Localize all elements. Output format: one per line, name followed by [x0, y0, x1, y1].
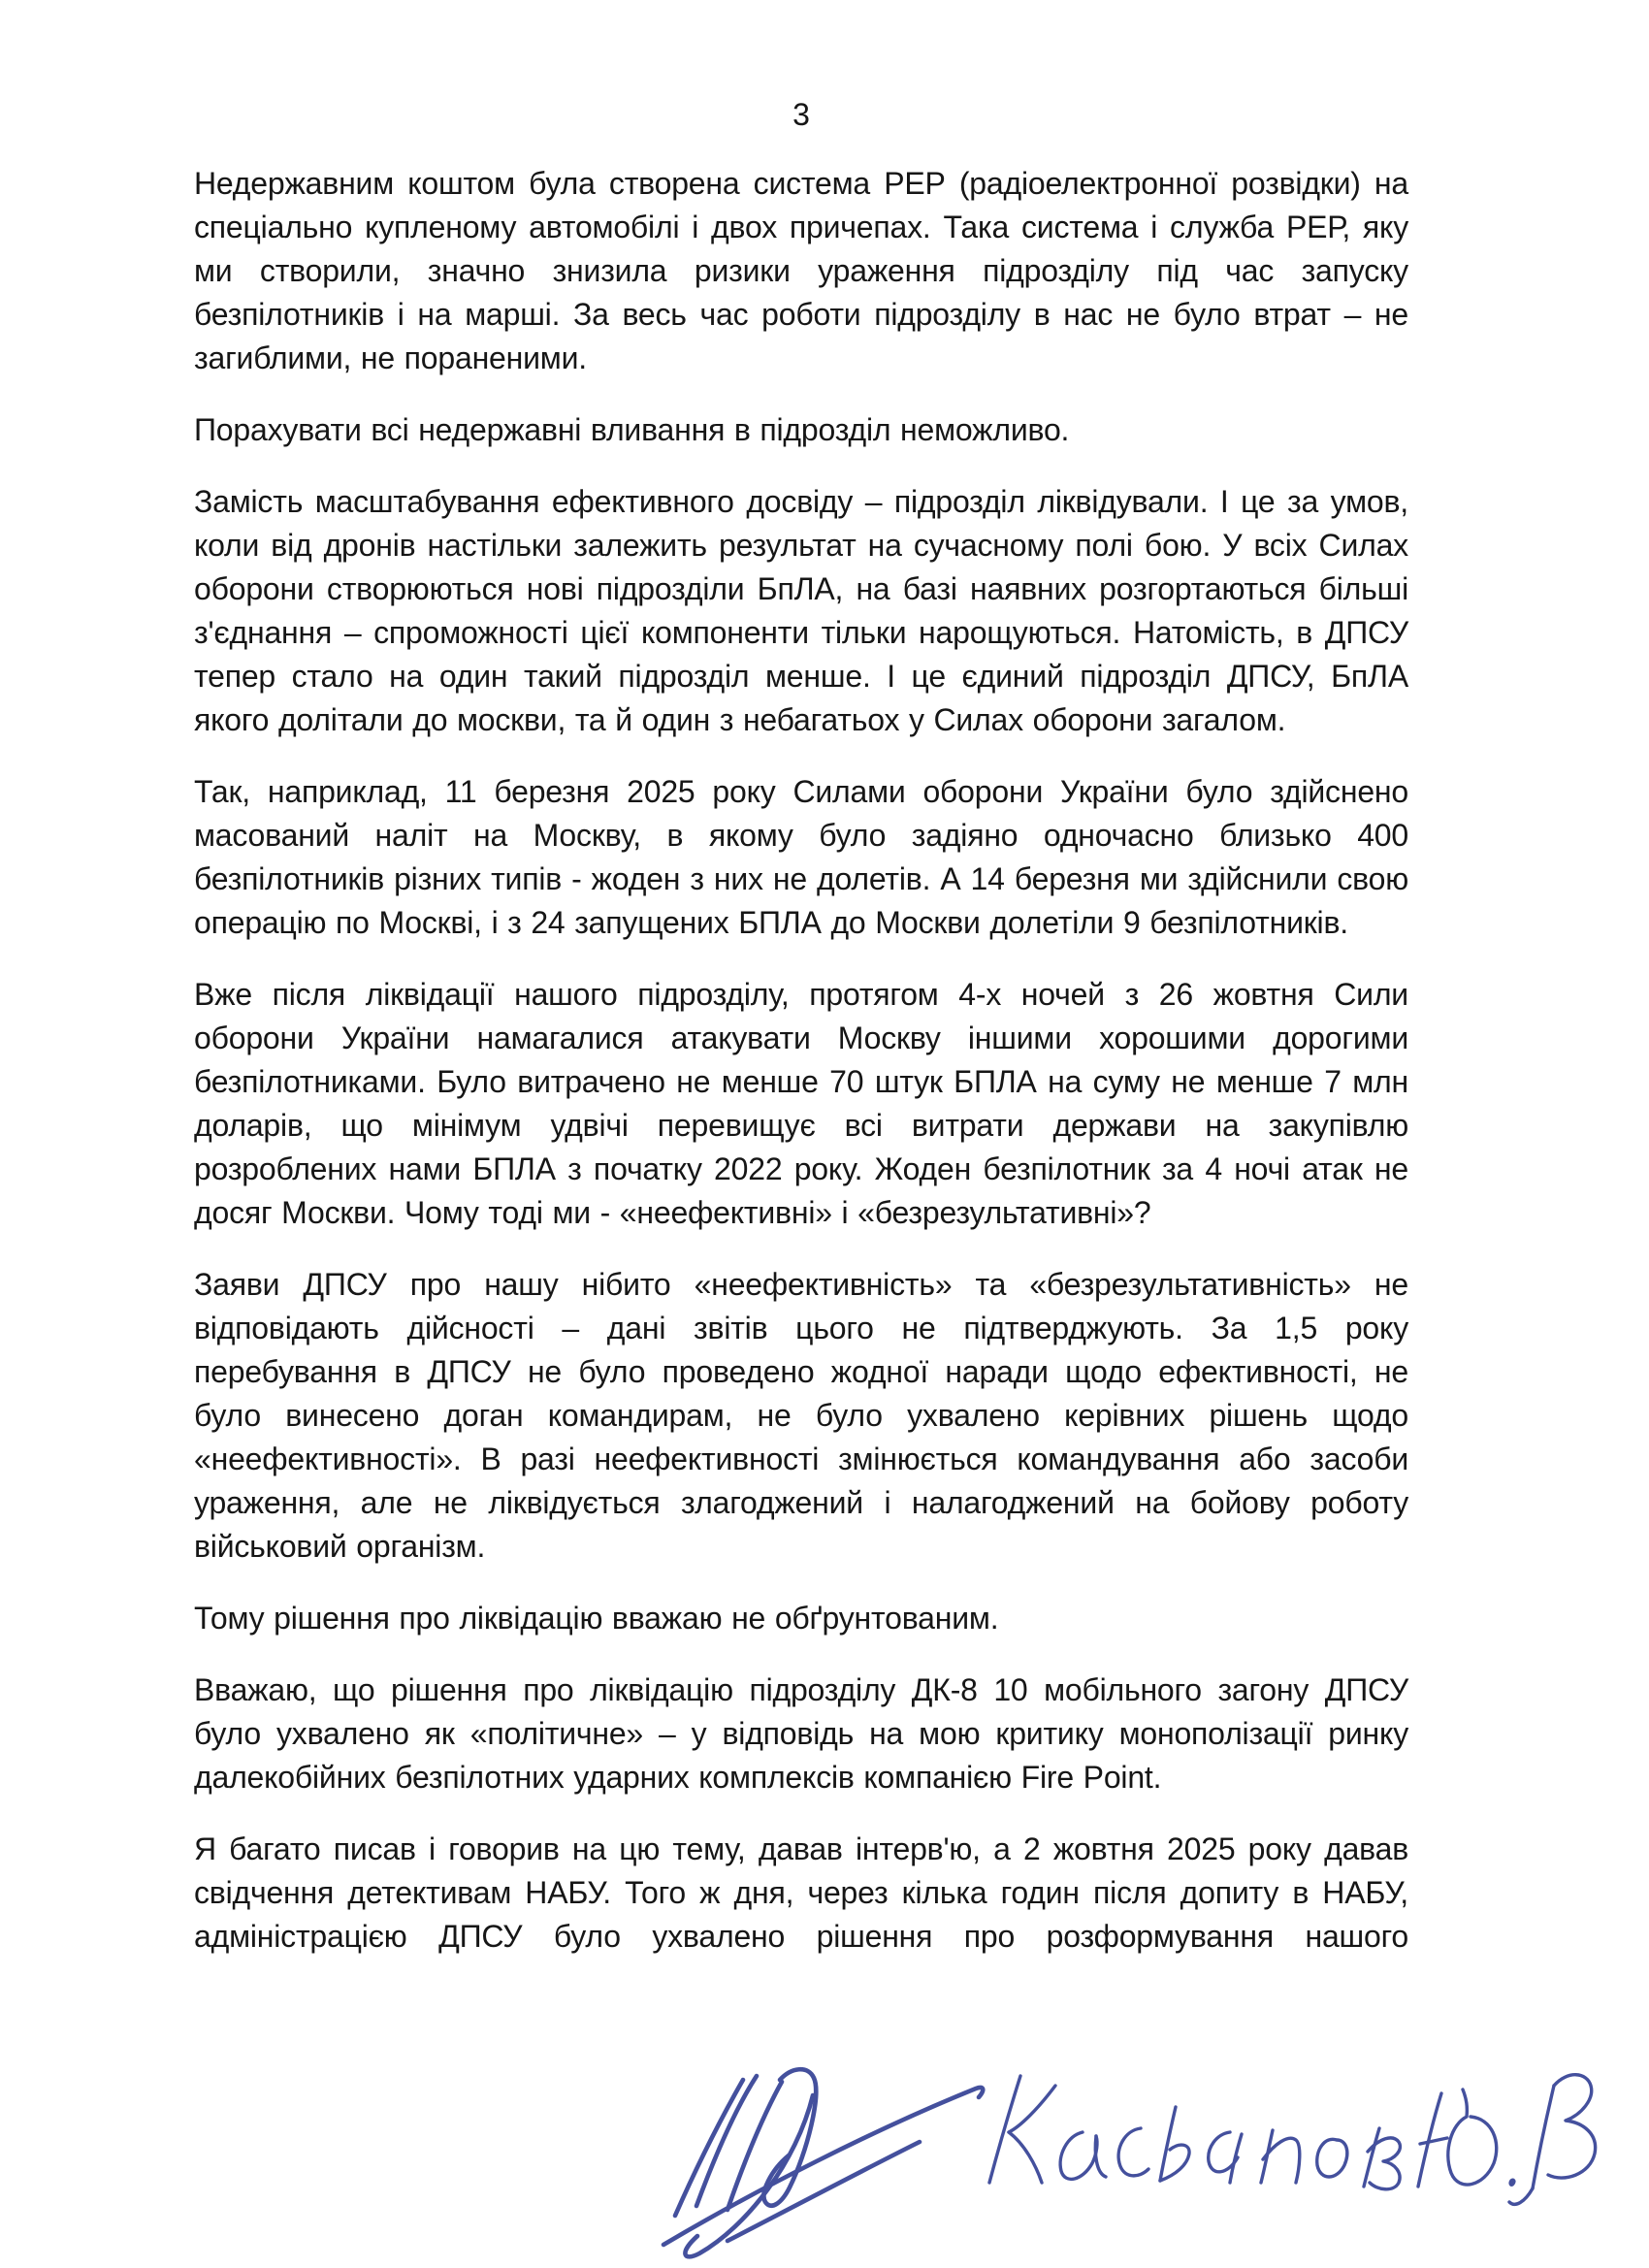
- paragraph: Так, наприклад, 11 березня 2025 року Силами оборони України було здійснено масований наліт на Москву, в якому було задіяно одночасно близько 400 безпілотників різних типів - жоден з них не долетів. А 14 березня ми здійснили свою операцію по Москві, і з 24 запущених БПЛА до Москви долетіли 9 безпілотників.: [194, 774, 1408, 940]
- paragraph: Я багато писав і говорив на цю тему, давав інтерв'ю, а 2 жовтня 2025 року давав свідчення детективам НАБУ. Того ж дня, через кілька годин після допиту в НАБУ, адміністрацією ДПСУ було ухвалено рішення про розформування нашого: [194, 1831, 1408, 1954]
- paragraph: Порахувати всі недержавні вливання в підрозділ неможливо.: [194, 412, 1070, 447]
- paragraph: Недержавним коштом була створена система РЕР (радіоелектронної розвідки) на спеціально купленому автомобілі і двох причепах. Така система і служба РЕР, яку ми створили, значно знизила ризики ураження підрозділу під час запуску безпілотників і на марші. За весь час роботи підрозділу в нас не було втрат – не загиблими, не пораненими.: [194, 166, 1408, 375]
- paragraph: Вже після ліквідації нашого підрозділу, протягом 4-х ночей з 26 жовтня Сили оборони України намагалися атакувати Москву іншими хорошими дорогими безпілотниками. Було витрачено не менше 70 штук БПЛА на суму не менше 7 млн доларів, що мінімум удвічі перевищує всі витрати держави на закупівлю розроблених нами БПЛА з початку 2022 року. Жоден безпілотник за 4 ночі атак не досяг Москви. Чому тоді ми - «неефективні» і «безрезультативні»?: [194, 977, 1408, 1230]
- paragraph: Заяви ДПСУ про нашу нібито «неефективність» та «безрезультативність» не відповідають дійсності – дані звітів цього не підтверджують. За 1,5 року перебування в ДПСУ не було проведено жодної наради щодо ефективності, не було винесено доган командирам, не було ухвалено керівних рішень щодо «неефективності». В разі неефективності змінюється командування або засоби ураження, але не ліквідується злагоджений і налагоджений на бойову роботу військовий організм.: [194, 1267, 1408, 1564]
- text-block: [194, 93, 1408, 1987]
- signature-flourish: [663, 2069, 983, 2256]
- page-number: 3: [792, 97, 810, 132]
- paragraph: Тому рішення про ліквідацію вважаю не обґрунтованим.: [194, 1601, 999, 1636]
- paragraph: Вважаю, що рішення про ліквідацію підрозділу ДК-8 10 мобільного загону ДПСУ було ухвалено як «політичне» – у відповідь на мою критику монополізації ринку далекобійних безпілотних ударних комплексів компанією Fire Point.: [194, 1672, 1408, 1795]
- handwritten-signature: [582, 2035, 1649, 2266]
- paragraph: Замість масштабування ефективного досвіду – підрозділ ліквідували. І це за умов, коли від дронів настільки залежить результат на сучасному полі бою. У всіх Силах оборони створюються нові підрозділи БпЛА, на базі наявних розгортаються більші з'єднання – спроможності цієї компоненти тільки нарощуються. Натомість, в ДПСУ тепер стало на один такий підрозділ менше. І це єдиний підрозділ ДПСУ, БпЛА якого долітали до москви, та й один з небагатьох у Силах оборони загалом.: [194, 484, 1408, 737]
- signature-name: [989, 2075, 1596, 2205]
